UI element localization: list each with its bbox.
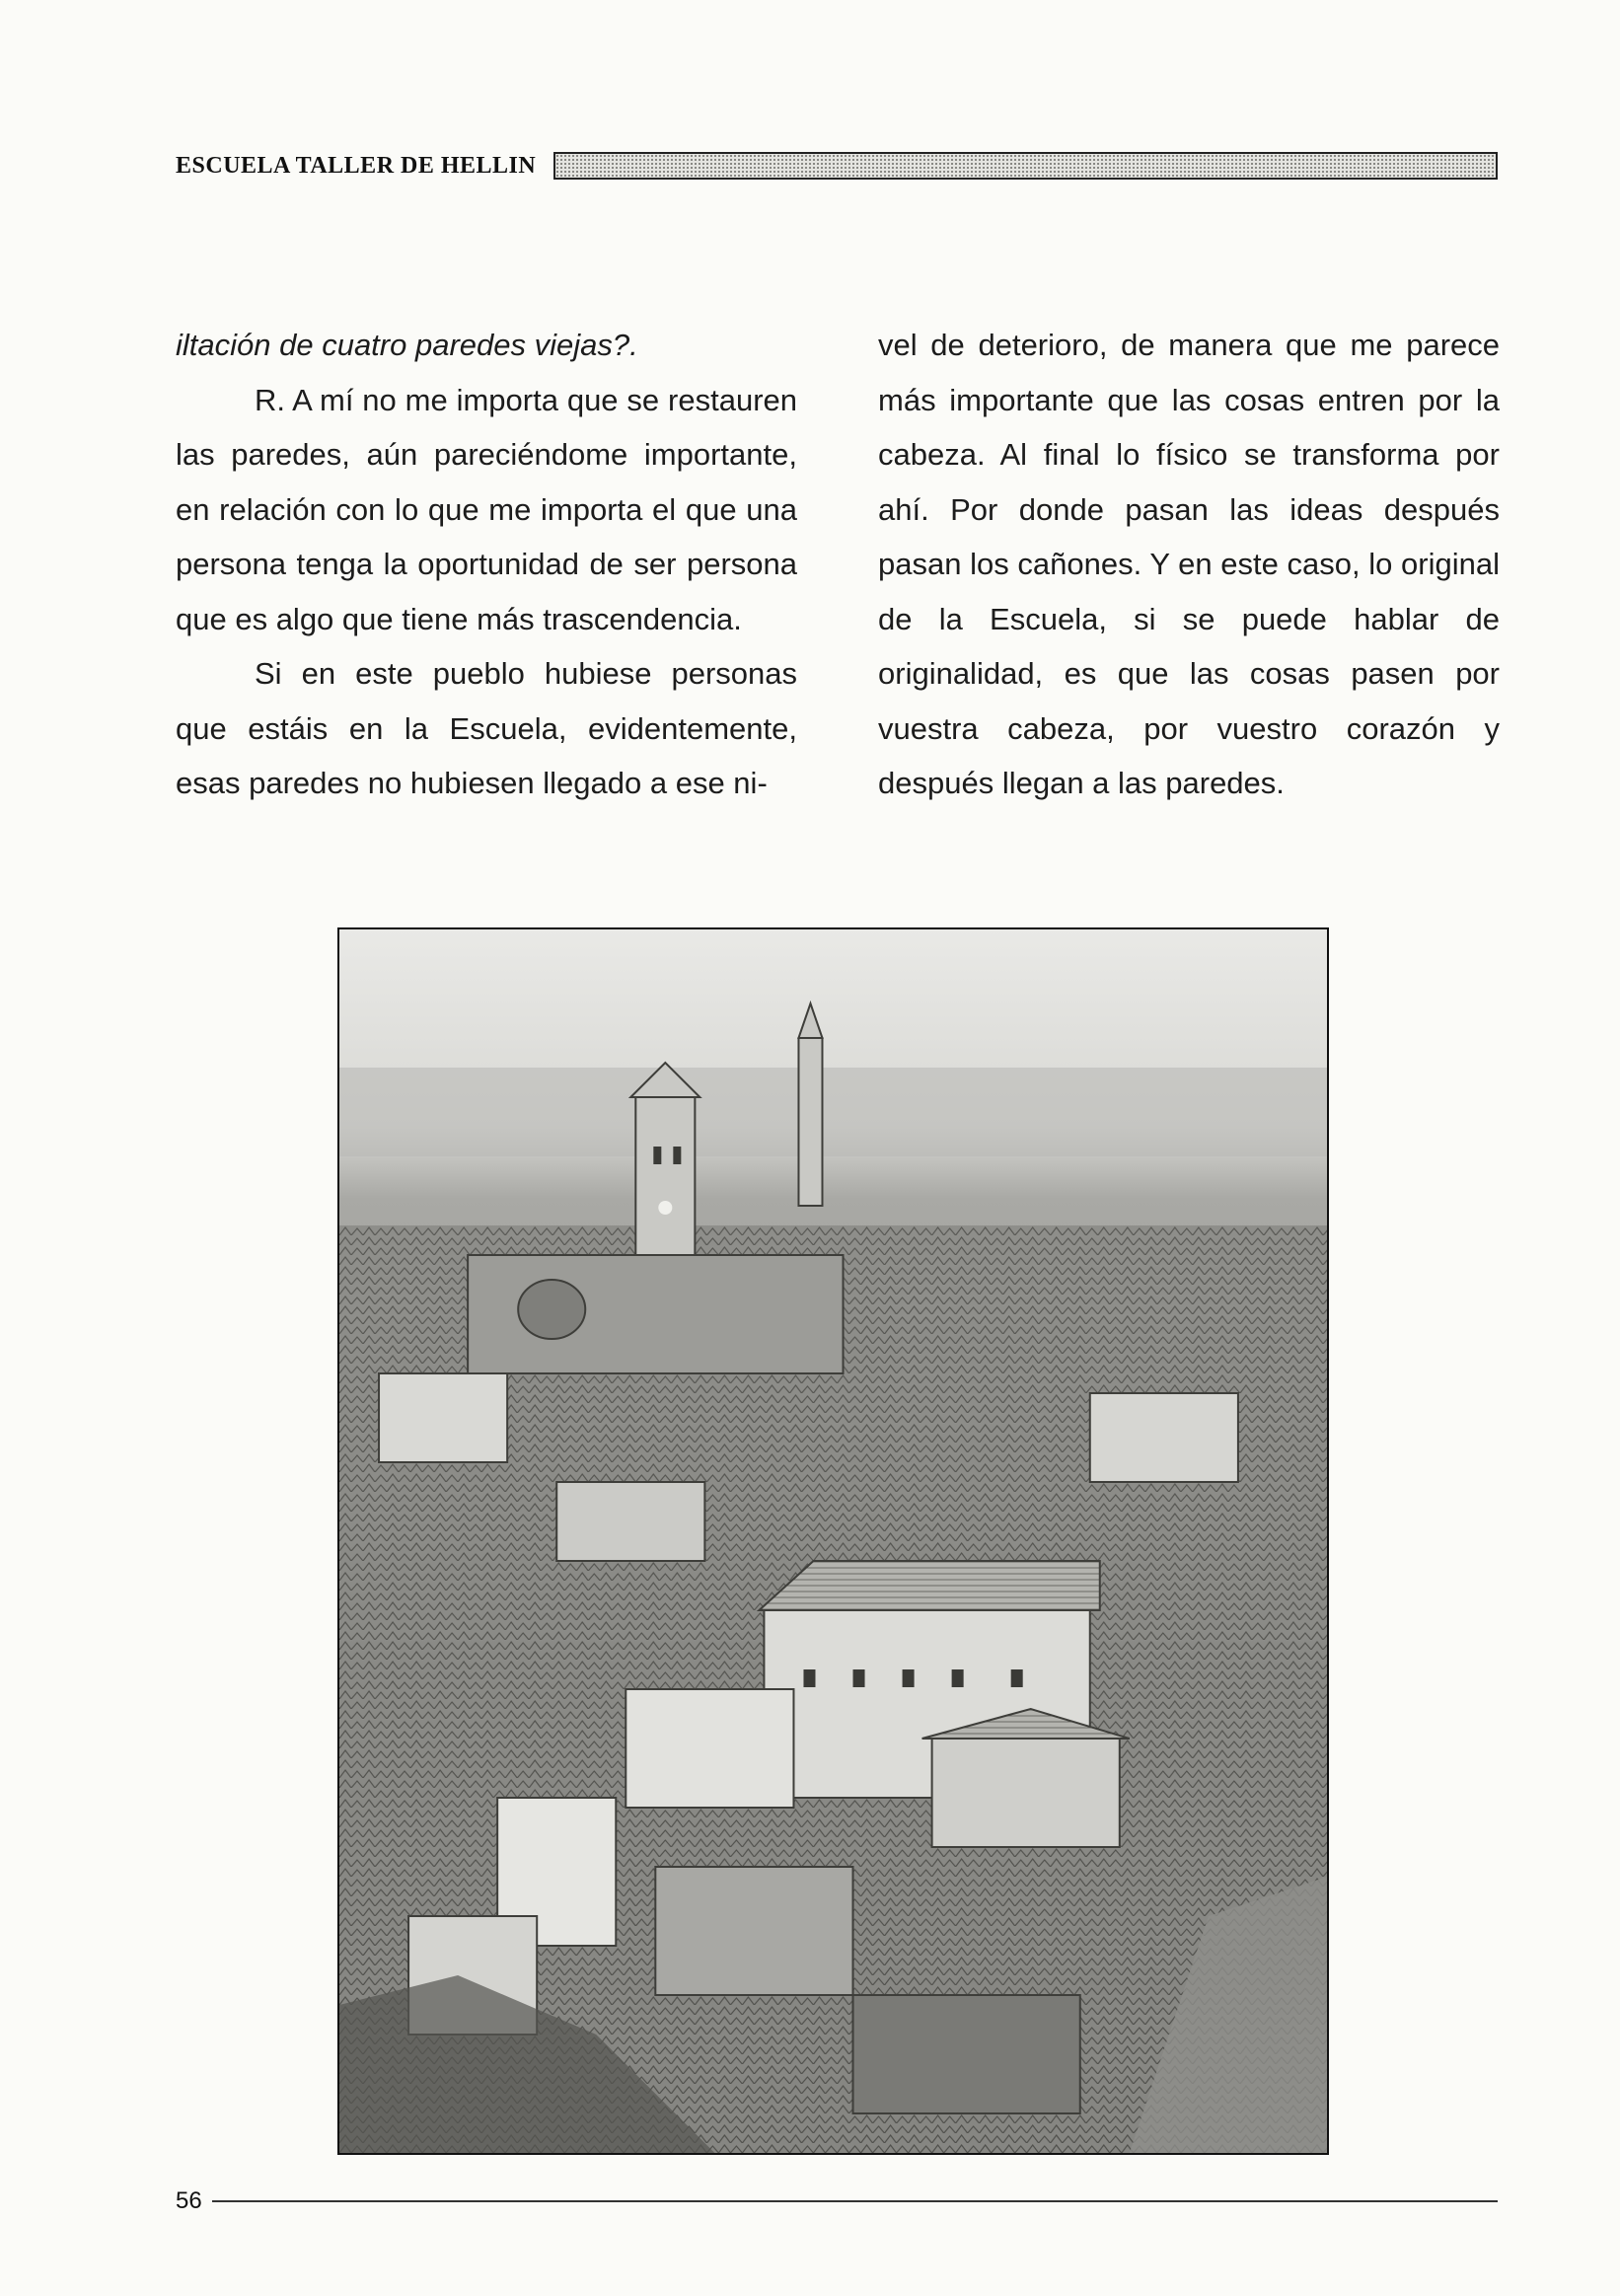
paragraph-continuation: vel de deterioro, de manera que me parece más importante que las cosas entren por la cabeza. Al final lo físico se transforma por ahí. Por donde pasan las ideas después pasan los cañones. Y en este caso, lo original de la Escuela, si se puede hablar de originalidad, es que las cosas pasen por vuestra cabeza, por vuestro corazón y después llegan a las paredes.: [878, 328, 1500, 800]
paragraph-answer: R. A mí no me importa que se restauren las paredes, aún pareciéndome importante, en relación con lo que me importa el que una persona tenga la oportunidad de ser persona que es algo que tiene más trascendencia.: [176, 382, 797, 636]
paragraph-school: Si en este pueblo hubiese personas que estáis en la Escuela, evidentemente, esas paredes no hubiesen llegado a ese ni-: [176, 656, 797, 800]
text-column-left: [176, 318, 797, 811]
paragraph-question-end: iltación de cuatro paredes viejas?.: [176, 328, 638, 362]
town-photograph: [337, 927, 1329, 2155]
header-title: ESCUELA TALLER DE HELLIN: [176, 152, 537, 179]
footer-rule: [212, 2200, 1498, 2202]
page-footer: [176, 2186, 1498, 2216]
page-number: 56: [176, 2187, 202, 2214]
page-header: [176, 150, 1498, 182]
photo-townscape: [339, 929, 1327, 2153]
text-column-right: [878, 318, 1500, 811]
header-dotted-bar: [553, 152, 1498, 180]
